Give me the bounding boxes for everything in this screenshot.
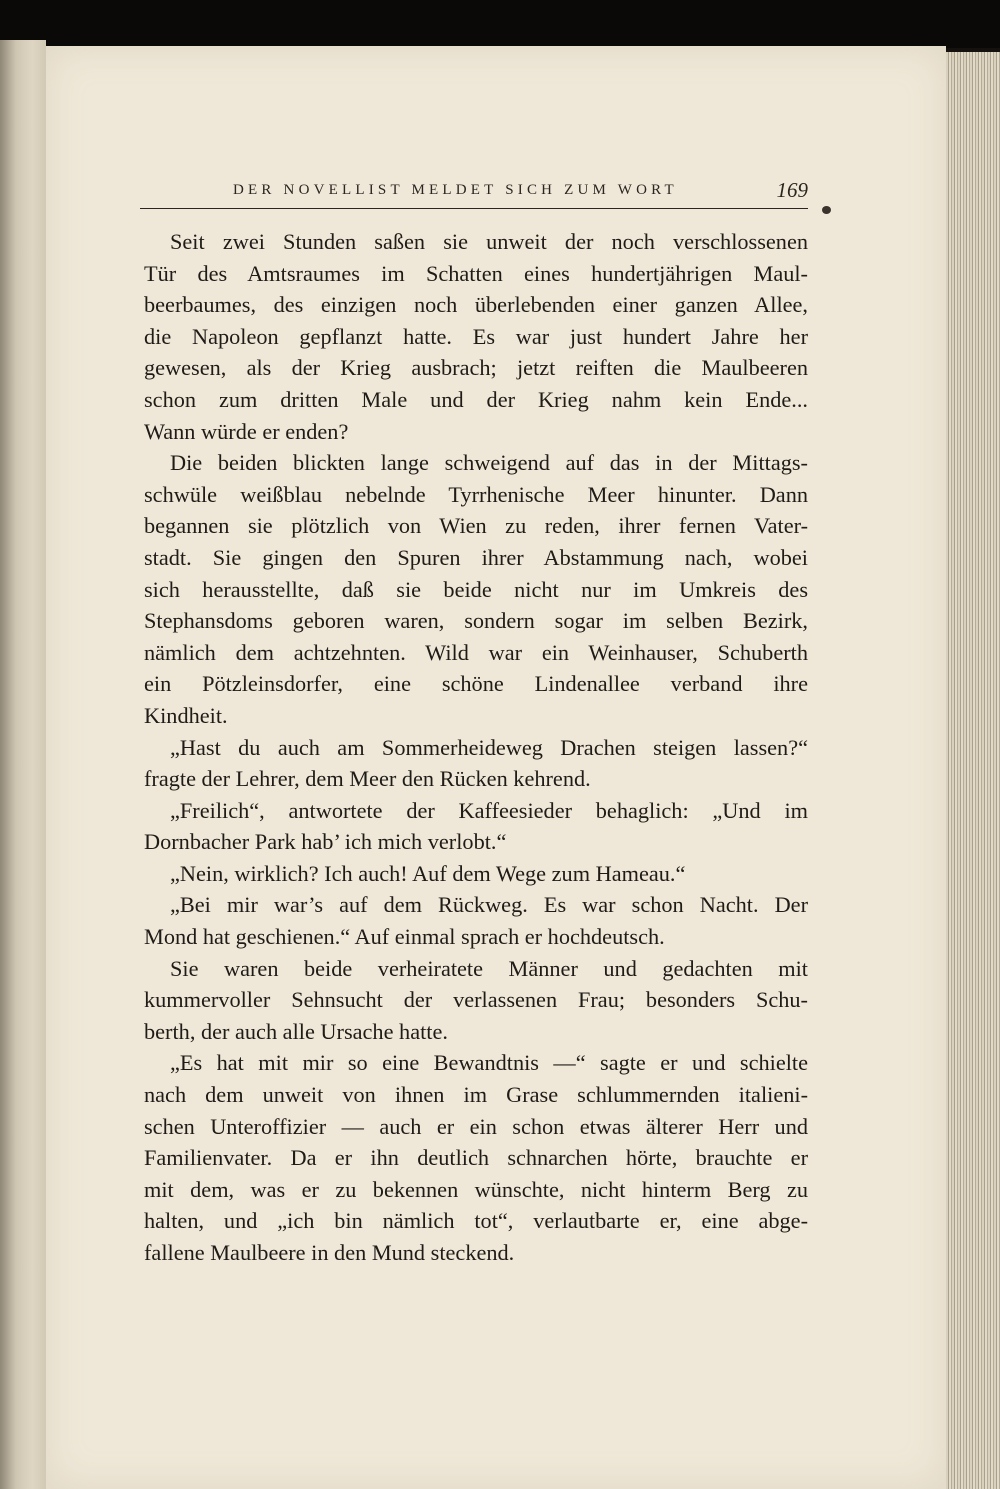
text-line: fragte der Lehrer, dem Meer den Rücken kehrend. — [144, 766, 591, 792]
text-line: ein Pötzleinsdorfer, eine schöne Lindenallee verband ihre — [144, 671, 808, 697]
facing-page-edge — [0, 40, 46, 1489]
text-line: Sie waren beide verheiratete Männer und gedachten mit — [170, 955, 808, 981]
scan-background — [0, 0, 1000, 48]
text-line: Dornbacher Park hab’ ich mich verlobt.“ — [144, 829, 507, 855]
text-line: Familienvater. Da er ihn deutlich schnarchen hörte, brauchte er — [144, 1145, 808, 1171]
text-line: Tür des Amtsraumes im Schatten eines hundertjährigen Maul- — [144, 260, 808, 286]
paragraph — [144, 1047, 808, 1268]
text-line: „Nein, wirklich? Ich auch! Auf dem Wege zum Hameau.“ — [170, 860, 686, 886]
text-line: „Freilich“, antwortete der Kaffeesieder behaglich: „Und im — [170, 797, 808, 823]
text-line: „Bei mir war’s auf dem Rückweg. Es war schon Nacht. Der — [170, 892, 808, 918]
paragraph — [144, 226, 808, 447]
text-line: gewesen, als der Krieg ausbrach; jetzt reiften die Maulbeeren — [144, 355, 808, 381]
text-line: nach dem unweit von ihnen im Grase schlummernden italieni- — [144, 1082, 808, 1108]
text-line: schen Unteroffizier — auch er ein schon etwas älterer Herr und — [144, 1113, 808, 1139]
paragraph — [144, 858, 808, 890]
paragraph — [144, 953, 808, 1048]
text-line: „Hast du auch am Sommerheideweg Drachen steigen lassen?“ — [170, 734, 808, 760]
text-line: stadt. Sie gingen den Spuren ihrer Abstammung nach, wobei — [144, 544, 808, 570]
paragraph — [144, 889, 808, 952]
text-line: Stephansdoms geboren waren, sondern sogar im selben Bezirk, — [144, 608, 808, 634]
text-line: fallene Maulbeere in den Mund steckend. — [144, 1240, 515, 1265]
text-line: nämlich dem achtzehnten. Wild war ein Weinhauser, Schuberth — [144, 639, 808, 665]
text-line: schon zum dritten Male und der Krieg nahm kein Ende... — [144, 386, 808, 412]
paragraph — [144, 795, 808, 858]
text-line: schwüle weißblau nebelnde Tyrrhenische Meer hinunter. Dann — [144, 481, 808, 507]
text-line: halten, und „ich bin nämlich tot“, verlautbarte er, eine abge- — [144, 1208, 808, 1234]
ink-spot — [822, 206, 831, 214]
running-head — [140, 178, 808, 209]
paragraph — [144, 732, 808, 795]
text-line: Wann würde er enden? — [144, 418, 349, 444]
body-text — [144, 226, 808, 1269]
text-line: die Napoleon gepflanzt hatte. Es war just hundert Jahre her — [144, 323, 808, 349]
text-line: „Es hat mit mir so eine Bewandtnis —“ sagte er und schielte — [170, 1050, 808, 1076]
text-line: Mond hat geschienen.“ Auf einmal sprach er hochdeutsch. — [144, 924, 665, 950]
page-stack-edge — [946, 52, 1000, 1489]
text-line: Die beiden blickten lange schweigend auf das in der Mittags- — [170, 450, 808, 476]
text-line: Seit zwei Stunden saßen sie unweit der noch verschlossenen — [170, 229, 808, 254]
text-line: kummervoller Sehnsucht der verlassenen Frau; besonders Schu- — [144, 987, 808, 1013]
page-number: 169 — [776, 178, 808, 202]
text-line: Kindheit. — [144, 702, 228, 728]
text-line: mit dem, was er zu bekennen wünschte, nicht hinterm Berg zu — [144, 1176, 808, 1202]
paragraph — [144, 447, 808, 731]
text-line: beerbaumes, des einzigen noch überlebenden einer ganzen Allee, — [144, 292, 808, 318]
text-line: begannen sie plötzlich von Wien zu reden, ihrer fernen Vater- — [144, 513, 808, 539]
text-line: berth, der auch alle Ursache hatte. — [144, 1018, 448, 1044]
running-head-title: DER NOVELLIST MELDET SICH ZUM WORT — [233, 182, 678, 198]
text-line: sich herausstellte, daß sie beide nicht nur im Umkreis des — [144, 576, 808, 602]
